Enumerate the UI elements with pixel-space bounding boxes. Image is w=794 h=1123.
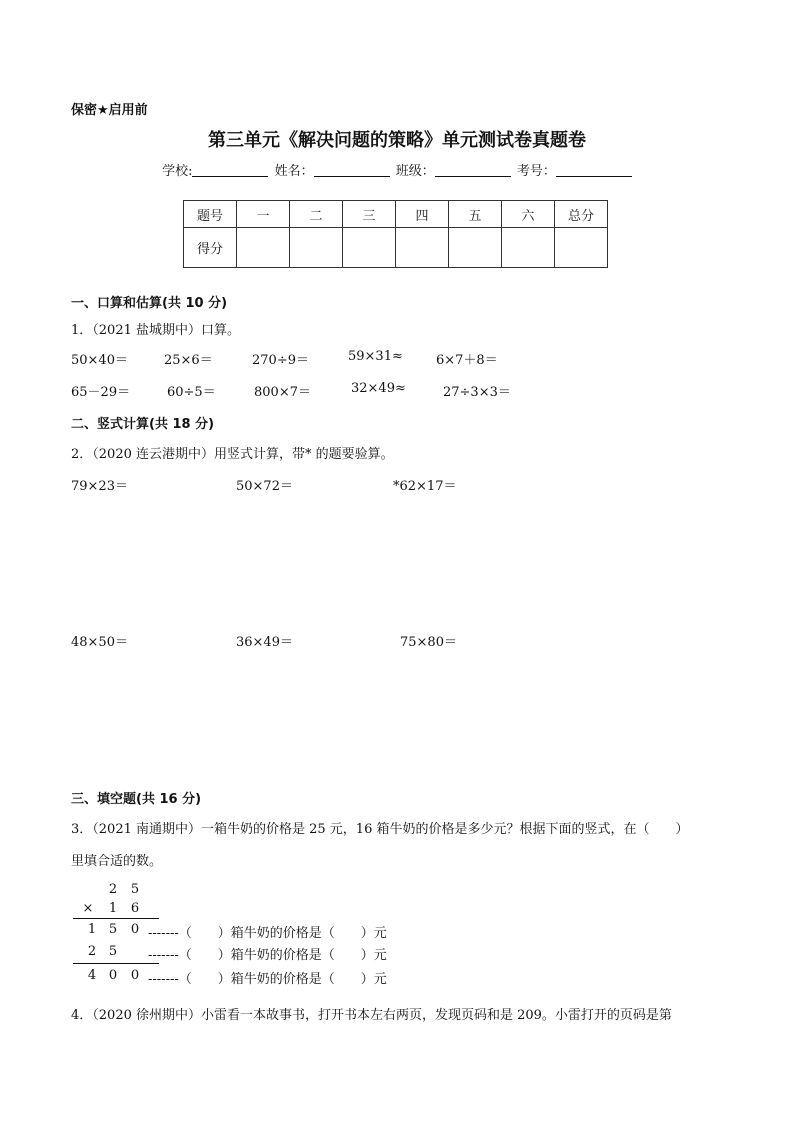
exam-number-label: 考号： <box>516 164 556 179</box>
school-label: 学校: <box>162 164 193 179</box>
multiplication-rule-line <box>73 918 159 919</box>
times-sign: × <box>82 901 94 916</box>
oral-calc-item: 270÷9＝ <box>252 353 309 368</box>
question-1-stem: 1．（2021 盐城期中）口算。 <box>71 323 240 338</box>
exam-number-field[interactable] <box>556 164 632 177</box>
question-2-stem: 2．（2020 连云港期中）用竖式计算，带* 的题要验算。 <box>71 447 394 462</box>
annotation-line: -------（ ）箱牛奶的价格是（ ）元 <box>148 972 387 987</box>
multiplier-digit: 1 <box>108 901 118 916</box>
student-info-line <box>0 160 794 179</box>
vertical-calc-item: 79×23＝ <box>71 479 128 494</box>
question-4-stem: 4．（2020 徐州期中）小雷看一本故事书，打开书本左右两页，发现页码和是 209。小雷打开的页码是第 <box>71 1008 672 1023</box>
score-table <box>183 200 608 268</box>
oral-calc-item: 65－29＝ <box>71 385 131 400</box>
oral-calc-item: 32×49≈ <box>351 381 406 396</box>
oral-calc-item: 59×31≈ <box>348 349 403 364</box>
partial-product-digit: 0 <box>130 922 140 937</box>
oral-calc-item: 27÷3×3＝ <box>443 385 511 400</box>
score-cell[interactable] <box>396 228 449 268</box>
oral-calc-item: 50×40＝ <box>71 353 128 368</box>
name-label: 姓名： <box>274 164 314 179</box>
vertical-calc-item: 36×49＝ <box>236 635 293 650</box>
vertical-calc-item: 50×72＝ <box>236 479 293 494</box>
class-label: 班级： <box>395 164 435 179</box>
partial-product-digit: 5 <box>108 944 118 959</box>
section-2-title: 二、竖式计算(共 18 分) <box>71 417 215 432</box>
question-3-stem-line2: 里填合适的数。 <box>71 854 163 869</box>
partial-product-digit: 5 <box>108 922 118 937</box>
name-field[interactable] <box>314 164 390 177</box>
partial-product-digit: 1 <box>87 922 97 937</box>
multiplicand-digit: 5 <box>130 882 140 897</box>
score-cell[interactable] <box>502 228 555 268</box>
multiplication-rule-line <box>73 963 159 964</box>
school-field[interactable] <box>192 164 268 177</box>
score-table-header-cell: 总分 <box>555 201 608 228</box>
score-table-header-cell: 一 <box>237 201 290 228</box>
vertical-calc-item: 75×80＝ <box>400 635 457 650</box>
score-cell[interactable] <box>237 228 290 268</box>
partial-product-digit: 2 <box>87 944 97 959</box>
annotation-line: -------（ ）箱牛奶的价格是（ ）元 <box>148 948 387 963</box>
multiplicand-digit: 2 <box>108 882 118 897</box>
score-table-header-cell: 五 <box>449 201 502 228</box>
score-cell[interactable] <box>449 228 502 268</box>
score-table-header-cell: 六 <box>502 201 555 228</box>
confidential-label: 保密★启用前 <box>71 103 148 118</box>
score-table-header-cell: 三 <box>343 201 396 228</box>
score-table-header-cell: 二 <box>290 201 343 228</box>
vertical-calc-item: *62×17＝ <box>393 479 457 494</box>
oral-calc-item: 6×7＋8＝ <box>436 353 498 368</box>
result-digit: 0 <box>130 968 140 983</box>
annotation-line: -------（ ）箱牛奶的价格是（ ）元 <box>148 926 387 941</box>
score-table-header-cell: 题号 <box>184 201 237 228</box>
question-3-stem-line1: 3．（2021 南通期中）一箱牛奶的价格是 25 元，16 箱牛奶的价格是多少元？根据下面的竖式，在（ ） <box>71 822 689 837</box>
oral-calc-item: 60÷5＝ <box>167 385 216 400</box>
multiplier-digit: 6 <box>130 901 140 916</box>
vertical-calc-item: 48×50＝ <box>71 635 128 650</box>
result-digit: 4 <box>87 968 97 983</box>
page-title: 第三单元《解决问题的策略》单元测试卷真题卷 <box>208 130 586 151</box>
oral-calc-item: 25×6＝ <box>164 353 213 368</box>
section-1-title: 一、口算和估算(共 10 分) <box>71 296 228 311</box>
score-label-cell: 得分 <box>184 228 237 268</box>
score-cell[interactable] <box>290 228 343 268</box>
score-table-score-row <box>184 228 608 268</box>
oral-calc-item: 800×7＝ <box>254 385 311 400</box>
result-digit: 0 <box>108 968 118 983</box>
score-cell[interactable] <box>555 228 608 268</box>
section-3-title: 三、填空题(共 16 分) <box>71 792 202 807</box>
score-table-header-cell: 四 <box>396 201 449 228</box>
score-table-header-row <box>184 201 608 228</box>
class-field[interactable] <box>435 164 511 177</box>
score-cell[interactable] <box>343 228 396 268</box>
